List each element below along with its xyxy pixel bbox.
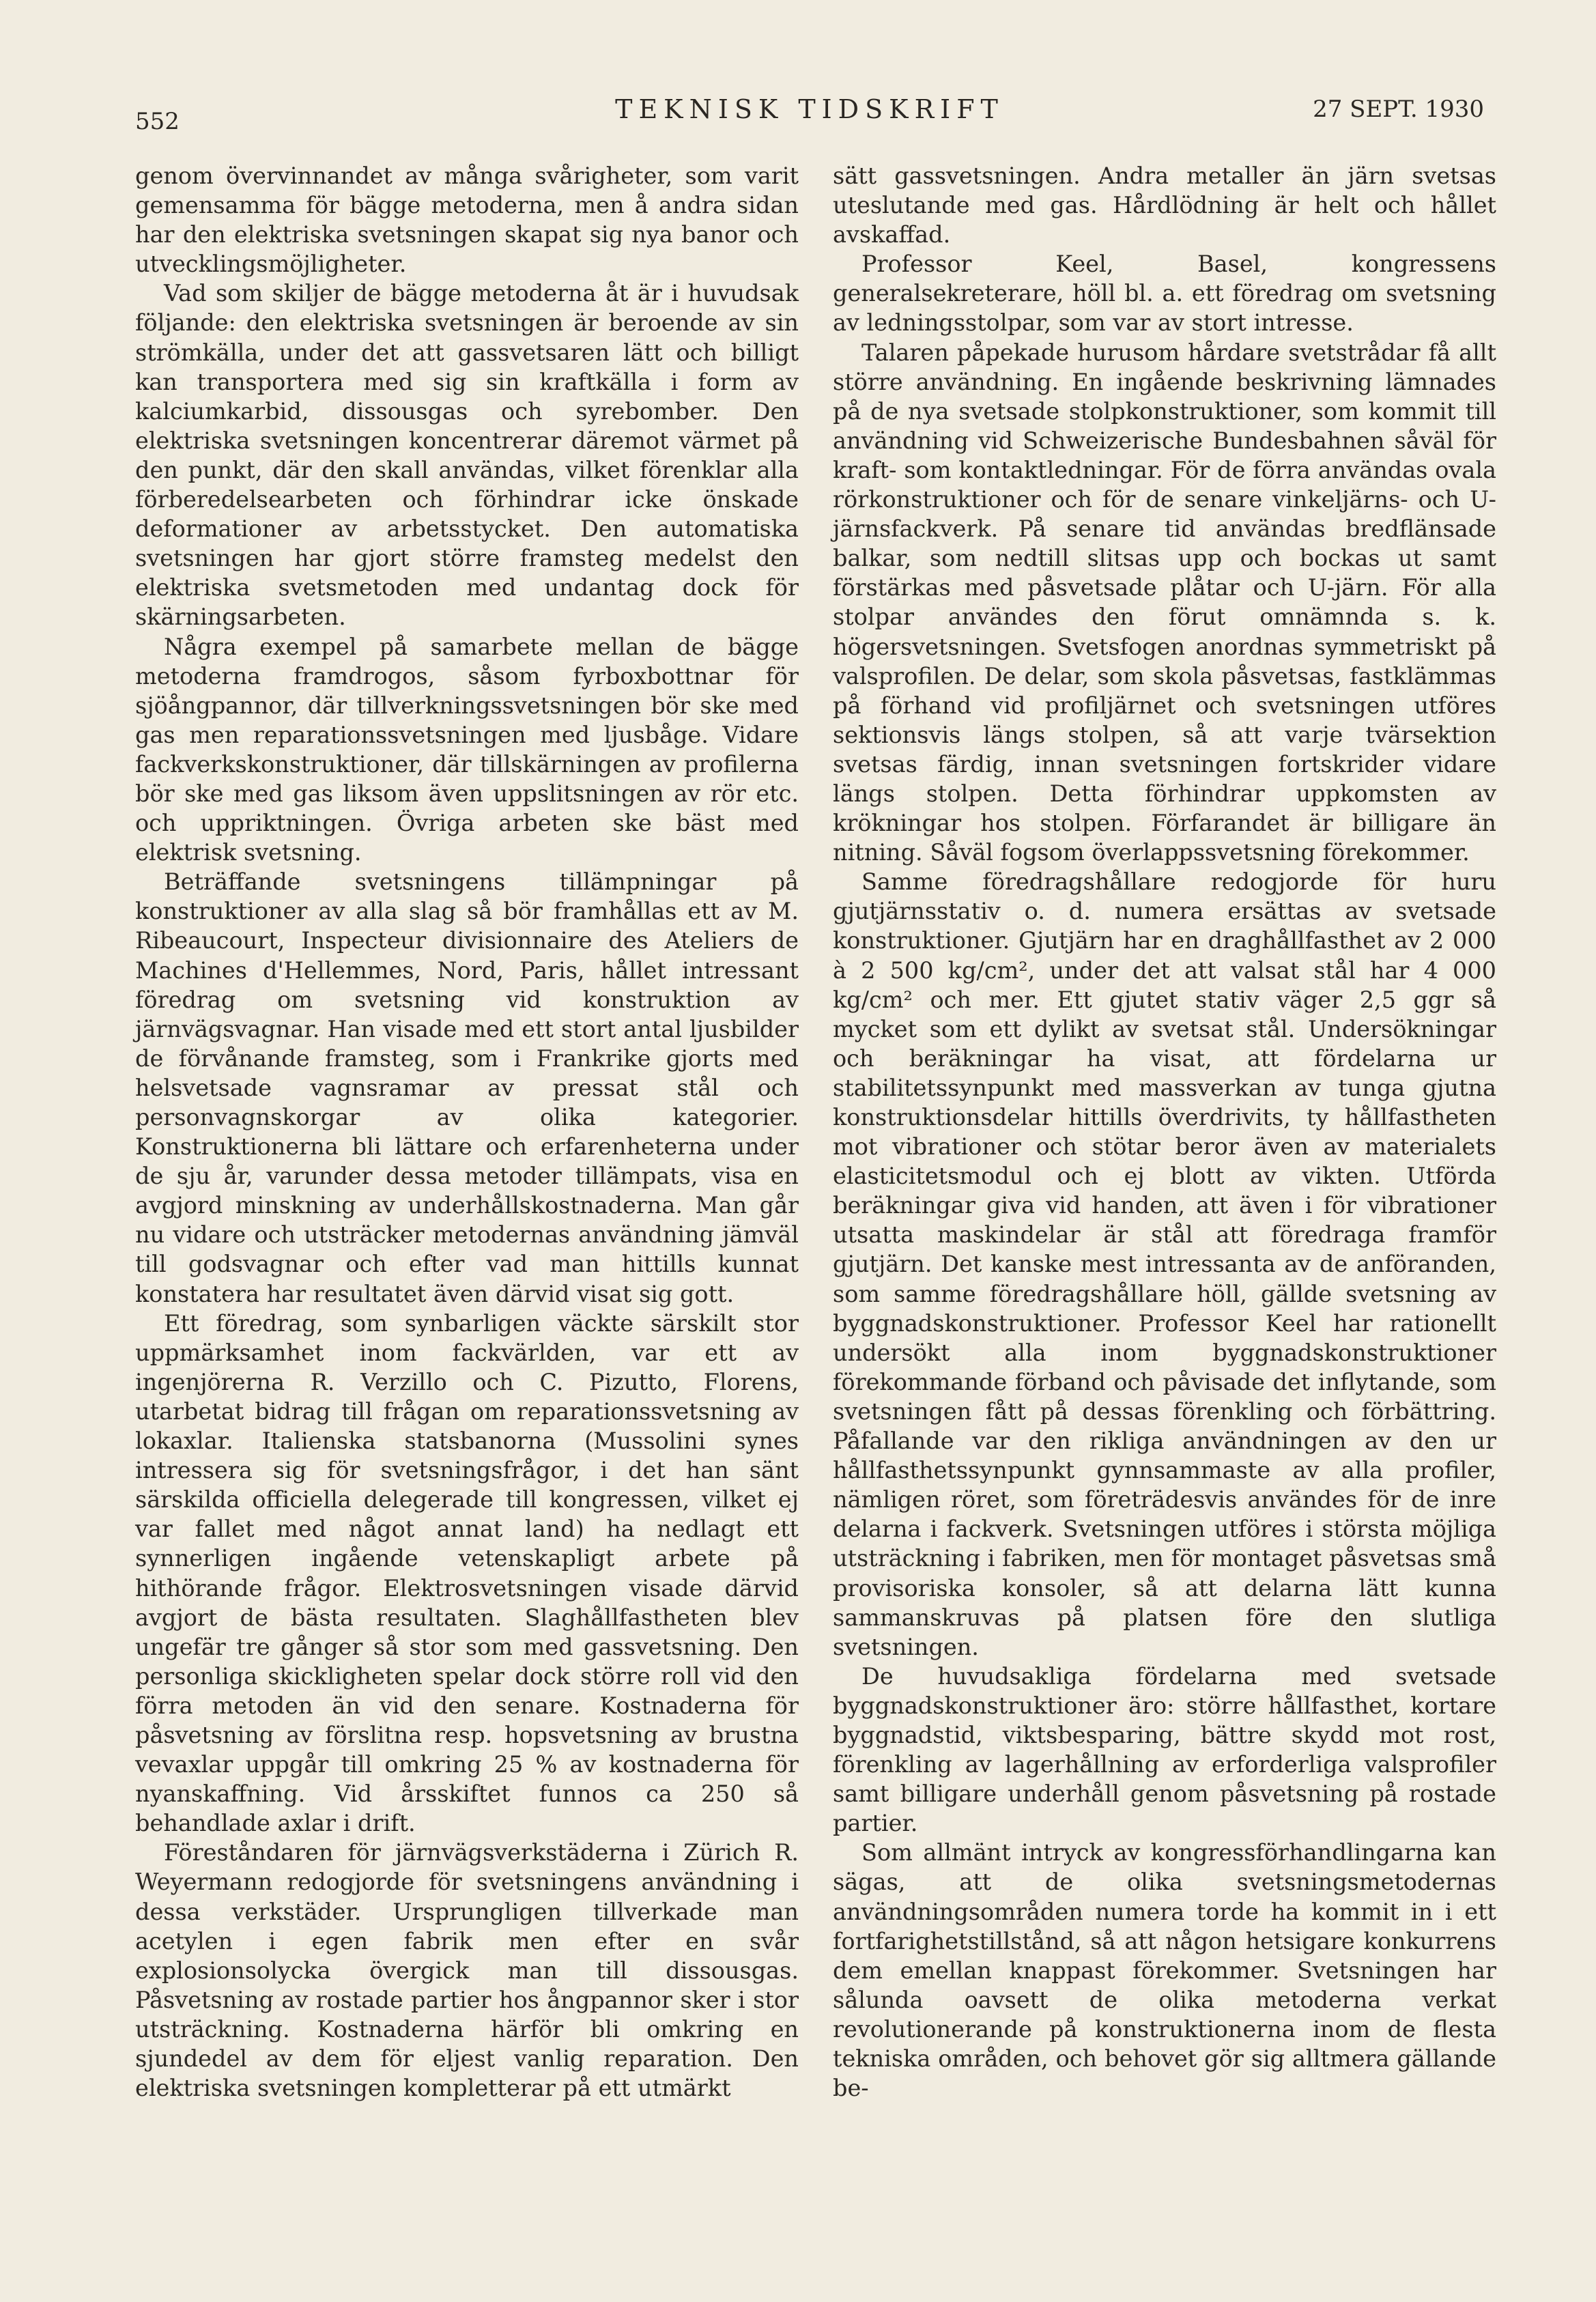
paragraph: Beträffande svetsningens tillämpningar på konstruktioner av alla slag så bör framhållas ett av M. Ribeaucourt, Inspecteur divisionnaire des Ateliers de Machines d'Hellemmes, Nord, Paris, hållet intressant föredrag om svetsning vid konstruktion av järnvägsvagnar. Han visade med ett stort antal ljusbilder de förvånande framsteg, som i Frankrike gjorts med helsvetsade vagnsramar av pressat stål och personvagnskorgar av olika kategorier. Konstruktionerna bli lättare och erfarenheterna under de sju år, varunder dessa metoder tillämpats, visa en avgjord minskning av underhållskostnaderna. Man går nu vidare och utsträcker metodernas användning jämväl till godsvagnar och efter vad man hittills kunnat konstatera har resultatet även därvid visat sig gott. [135, 868, 799, 1307]
paragraph: Professor Keel, Basel, kongressens generalsekreterare, höll bl. a. ett föredrag om svetsning av ledningsstolpar, som var av stort intresse. [833, 251, 1496, 337]
paragraph: Några exempel på samarbete mellan de bägge metoderna framdrogos, såsom fyrboxbottnar för sjöångpannor, där tillverkningssvetsningen bör ske med gas men reparationssvetsningen med ljusbåge. Vidare fackverkskonstruktioner, där tillskärningen av profilerna bör ske med gas liksom även uppslitsningen av rör etc. och uppriktningen. Övriga arbeten ske bäst med elektrisk svetsning. [135, 633, 799, 866]
page-header [135, 87, 1484, 135]
page-number: 552 [135, 108, 180, 135]
paragraph: De huvudsakliga fördelarna med svetsade byggnadskonstruktioner äro: större hållfasthet, kortare byggnadstid, viktsbesparing, bättre skydd mot rost, förenkling av lagerhållning av erforderliga valsprofiler samt billigare underhåll genom påsvetsning på rostade partier. [833, 1662, 1496, 1837]
paragraph: Vad som skiljer de bägge metoderna åt är i huvudsak följande: den elektriska svetsningen är beroende av sin strömkälla, under det att gassvetsaren lätt och billigt kan transportera med sig sin kraftkälla i form av kalciumkarbid, dissousgas och syrebomber. Den elektriska svetsningen koncentrerar däremot värmet på den punkt, där den skall användas, vilket förenklar alla förberedelsearbeten och förhindrar icke önskade deformationer av arbetsstycket. Den automatiska svetsningen har gjort större framsteg medelst den elektriska svetsmetoden med undantag dock för skärningsarbeten. [135, 280, 799, 631]
journal-title: TEKNISK TIDSKRIFT [615, 94, 1004, 124]
right-column [833, 161, 1496, 2103]
paragraph: Ett föredrag, som synbarligen väckte särskilt stor uppmärksamhet inom fackvärlden, var ett av ingenjörerna R. Verzillo och C. Pizutto, Florens, utarbetat bidrag till frågan om reparationssvetsning av lokaxlar. Italienska statsbanorna (Mussolini synes intressera sig för svetsningsfrågor, i det han sänt särskilda officiella delegerade till kongressen, vilket ej var fallet med något annat land) ha nedlagt ett synnerligen ingående vetenskapligt arbete på hithörande frågor. Elektrosvetsningen visade därvid avgjort de bästa resultaten. Slaghållfastheten blev ungefär tre gånger så stor som med gassvetsning. Den personliga skickligheten spelar dock större roll vid den förra metoden än vid den senare. Kostnaderna för påsvetsning av förslitna resp. hopsvetsning av brustna vevaxlar uppgår till omkring 25 % av kostnaderna för nyanskaffning. Vid årsskiftet funnos ca 250 så behandlade axlar i drift. [135, 1309, 799, 1837]
paragraph: Talaren påpekade hurusom hårdare svetstrådar få allt större användning. En ingående beskrivning lämnades på de nya svetsade stolpkonstruktioner, som kommit till användning vid Schweizerische Bundesbahnen såväl för kraft- som kontaktledningar. För de förra användas ovala rörkonstruktioner och för de senare vinkeljärns- och U-järnsfackverk. På senare tid användas bredflänsade balkar, som nedtill slitsas upp och bockas ut samt förstärkas med påsvetsade plåtar och U-järn. För alla stolpar användes den förut omnämnda s. k. högersvetsningen. Svetsfogen anordnas symmetriskt på valsprofilen. De delar, som skola påsvetsas, fastklämmas på förhand vid profiljärnet och svetsningen utföres sektionsvis längs stolpen, så att varje tvärsektion svetsas färdig, innan svetsningen fortskrider vidare längs stolpen. Detta förhindrar uppkomsten av krökningar hos stolpen. Förfarandet är billigare än nitning. Såväl fogsom överlappssvetsning förekommer. [833, 339, 1496, 866]
paragraph: Samme föredragshållare redogjorde för huru gjutjärnsstativ o. d. numera ersättas av svetsade konstruktioner. Gjutjärn har en draghållfasthet av 2 000 à 2 500 kg/cm², under det att valsat stål har 4 000 kg/cm² och mer. Ett gjutet stativ väger 2,5 ggr så mycket som ett dylikt av svetsat stål. Undersökningar och beräkningar ha visat, att fördelarna ur stabilitetssynpunkt med massverkan av tunga gjutna konstruktionsdelar hittills överdrivits, ty hållfastheten mot vibrationer och stötar beror även av materialets elasticitetsmodul och ej blott av vikten. Utförda beräkningar giva vid handen, att även i för vibrationer utsatta maskindelar är stål att föredraga framför gjutjärn. Det kanske mest intressanta av de anföranden, som samme föredragshållare höll, gällde svetsning av byggnadskonstruktioner. Professor Keel har rationellt undersökt alla inom byggnadskonstruktioner förekommande förband och påvisade det inflytande, som svetsningen fått på dessas förenkling och förbättring. Påfallande var den rikliga användningen av den ur hållfasthetssynpunkt gynnsammaste av alla profiler, nämligen röret, som företrädesvis användes för de inre delarna i fackverk. Svetsningen utföres i största möjliga utsträckning i fabriken, men för montaget påsvetsas små provisoriska konsoler, så att delarna lätt kunna sammanskruvas på platsen före den slutliga svetsningen. [833, 868, 1496, 1660]
paragraph: sätt gassvetsningen. Andra metaller än järn svetsas uteslutande med gas. Hårdlödning är helt och hållet avskaffad. [833, 162, 1496, 248]
paragraph: Föreståndaren för järnvägsverkstäderna i Zürich R. Weyermann redogjorde för svetsningens användning i dessa verkstäder. Ursprungligen tillverkade man acetylen i egen fabrik men efter en svår explosionsolycka övergick man till dissousgas. Påsvetsning av rostade partier hos ångpannor sker i stor utsträckning. Kostnaderna härför bli omkring en sjundedel av dem för eljest vanlig reparation. Den elektriska svetsningen kompletterar på ett utmärkt [135, 1839, 799, 2102]
issue-date: 27 SEPT. 1930 [1313, 96, 1484, 123]
paragraph: genom övervinnandet av många svårigheter, som varit gemensamma för bägge metoderna, men å andra sidan har den elektriska svetsningen skapat sig nya banor och utvecklingsmöjligheter. [135, 162, 799, 278]
paragraph: Som allmänt intryck av kongressförhandlingarna kan sägas, att de olika svetsningsmetodernas användningsområden numera torde ha kommit in i ett fortfarighetstillstånd, så att någon hetsigare konkurrens dem emellan knappast förekommer. Svetsningen har sålunda oavsett de olika metoderna verkat revolutionerande på konstruktionerna inom de flesta tekniska områden, och behovet gör sig alltmera gällande be- [833, 1839, 1496, 2102]
left-column [135, 161, 799, 2103]
